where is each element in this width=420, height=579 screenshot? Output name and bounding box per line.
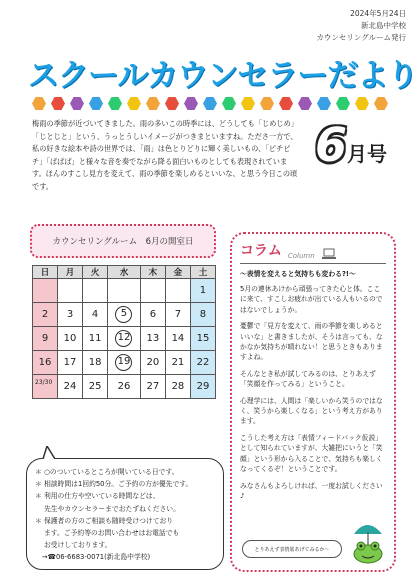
calendar-day: 22 (190, 351, 215, 375)
column-subtitle: 〜表情を変えると気持ちも変わる?!〜 (240, 270, 356, 278)
column-box (230, 232, 396, 572)
calendar-day: 29 (190, 375, 215, 399)
hexagon-icon (279, 97, 293, 110)
newsletter-title: スクールカウンセラーだより (28, 58, 418, 94)
month-number: 6 (314, 118, 347, 172)
note-line: →☎06-6683-0071(新北島中学校) (35, 553, 151, 562)
month-badge (306, 118, 396, 172)
hexagon-icon (298, 97, 312, 110)
calendar-weekday: 木 (140, 266, 165, 279)
calendar-day: 28 (165, 375, 190, 399)
calendar-weekday: 日 (33, 266, 58, 279)
laptop-icon (321, 248, 337, 260)
calendar-week-row (33, 303, 216, 327)
calendar-day: 8 (190, 303, 215, 327)
open-day-marker: 19 (115, 354, 132, 371)
hexagon-icon (222, 97, 236, 110)
frog-umbrella-icon (346, 518, 388, 564)
hexagon-icon (146, 97, 160, 110)
calendar-weekday: 火 (83, 266, 108, 279)
calendar-day: 4 (83, 303, 108, 327)
calendar-day: 7 (165, 303, 190, 327)
speech-bubble: とりあえず表情筋あげてみるか〜 (242, 540, 342, 558)
note-line: ＊ ○のついているところが開いている日です。 (35, 468, 179, 476)
note-line: お受けしております。 (35, 541, 112, 550)
open-days-calendar (32, 265, 216, 399)
decorative-hexagon-row (32, 97, 392, 111)
calendar-week-row (33, 279, 216, 303)
column-paragraph: こうした考え方は「表情フィードバック仮説」として知られていますが、大雑把にいうと「笑顔」という形から入ることで、気持ちも楽しくなってくるぞ！ということです。 (240, 433, 383, 474)
calendar-week-row (33, 351, 216, 375)
calendar-day (165, 279, 190, 303)
calendar-day: 13 (140, 327, 165, 351)
calendar-day: 27 (140, 375, 165, 399)
hexagon-icon (127, 97, 141, 110)
hexagon-icon (32, 97, 46, 110)
calendar-title: カウンセリングルーム 6月の開室日 (30, 224, 216, 258)
calendar-day: 18 (83, 351, 108, 375)
hexagon-icon (241, 97, 255, 110)
calendar-day (83, 279, 108, 303)
calendar-day: 2 (33, 303, 58, 327)
column-heading-en: Column (287, 252, 315, 260)
intro-text: 梅雨の季節が近づいてきました。雨の多いこの時季には、どうしても「じめじめ」「じとじと」という、うっとうしいイメージがつきまといますね。たださ一方で、私の好きな絵本や詩の世界では、「雨」は色とりどりに輝く美しいもの、「ピチピチ」「ぱぱぱ」と様々な音を奏でながら降る面白いものとしても表現されています。ほんのすこし見方を変えて、雨の季節を楽しめるといいな、と思う今日この頃です。 (32, 119, 298, 191)
column-heading: コラム (240, 243, 282, 259)
column-paragraph: みなさんもよろしければ、一度お試しください♪ (240, 481, 383, 500)
school-name: 新北島中学校 (361, 21, 406, 30)
calendar-weekday: 月 (58, 266, 83, 279)
hexagon-icon (317, 97, 331, 110)
open-day-marker: 5 (115, 306, 132, 323)
calendar-day: 3 (58, 303, 83, 327)
calendar-day: 10 (58, 327, 83, 351)
calendar-weekday: 水 (108, 266, 141, 279)
note-line: ます。ご予約等のお問い合わせはお電話でも (35, 529, 180, 538)
calendar-day (108, 303, 141, 327)
note-line: 先生やカウンセラーまでおたずねください。 (35, 504, 180, 513)
note-line: ＊ 相談時間は1回約50分。ご予約の方が優先です。 (35, 480, 193, 489)
column-paragraph: 5月の連休あけから頑張ってきた心と体。ここに来て、すこしお疲れが出ている人もいるのではないでしょうか。 (240, 285, 383, 314)
speech-tail-icon (41, 446, 57, 459)
calendar-day: 25 (83, 375, 108, 399)
note-line: ＊ 利用の仕方や空いている時間などは、 (35, 492, 160, 501)
calendar-day (58, 279, 83, 303)
notes-box (26, 458, 224, 570)
calendar-day: 24 (58, 375, 83, 399)
hexagon-icon (51, 97, 65, 110)
publisher: カウンセリングルーム発行 (316, 33, 406, 42)
open-day-marker: 12 (115, 330, 132, 347)
calendar-weekday: 土 (190, 266, 215, 279)
hexagon-icon (165, 97, 179, 110)
calendar-day: 6 (140, 303, 165, 327)
calendar-day: 21 (165, 351, 190, 375)
calendar-day: 11 (83, 327, 108, 351)
calendar-day-split: 23/30 (35, 379, 53, 386)
hexagon-icon (260, 97, 274, 110)
calendar-weekday: 金 (165, 266, 190, 279)
calendar-day: 17 (58, 351, 83, 375)
calendar-day: 15 (190, 327, 215, 351)
calendar-day: 26 (108, 375, 141, 399)
column-paragraph: そんなとき私が試してみるのは、とりあえず「笑顔を作ってみる」ということ。 (240, 369, 376, 389)
issue-date: 2024年5月24日 (350, 9, 406, 18)
hexagon-icon (70, 97, 84, 110)
calendar-day (108, 351, 141, 375)
calendar-day: 1 (190, 279, 215, 303)
hexagon-icon (108, 97, 122, 110)
column-header (240, 240, 386, 264)
calendar-day: 20 (140, 351, 165, 375)
hexagon-icon (355, 97, 369, 110)
calendar-day: 9 (33, 327, 58, 351)
hexagon-icon (203, 97, 217, 110)
note-line: ＊ 保護者の方のご相談も随時受けつけており (35, 516, 174, 525)
calendar-week-row (33, 327, 216, 351)
hexagon-icon (89, 97, 103, 110)
calendar-day (140, 279, 165, 303)
month-suffix: 月号 (347, 142, 387, 166)
calendar-day: 16 (33, 351, 58, 375)
column-paragraph: 心理学には、人間は「楽しいから笑うのではなく、笑うから楽しくなる」という考え方があります。 (240, 396, 383, 426)
calendar-day (108, 279, 141, 303)
calendar-day (33, 279, 58, 303)
hexagon-icon (184, 97, 198, 110)
hexagon-icon (336, 97, 350, 110)
header-info (316, 8, 406, 44)
hexagon-icon (374, 97, 388, 110)
calendar-day (108, 327, 141, 351)
calendar-day (33, 375, 58, 399)
calendar-day: 14 (165, 327, 190, 351)
column-paragraph: 憂鬱で「見方を変えて、雨の季節を楽しめるといいな」と書きましたが、そうは言っても、なかなか気持ちが晴れない！と思うときもありますよね。 (240, 322, 383, 362)
calendar-week-row (33, 375, 216, 399)
